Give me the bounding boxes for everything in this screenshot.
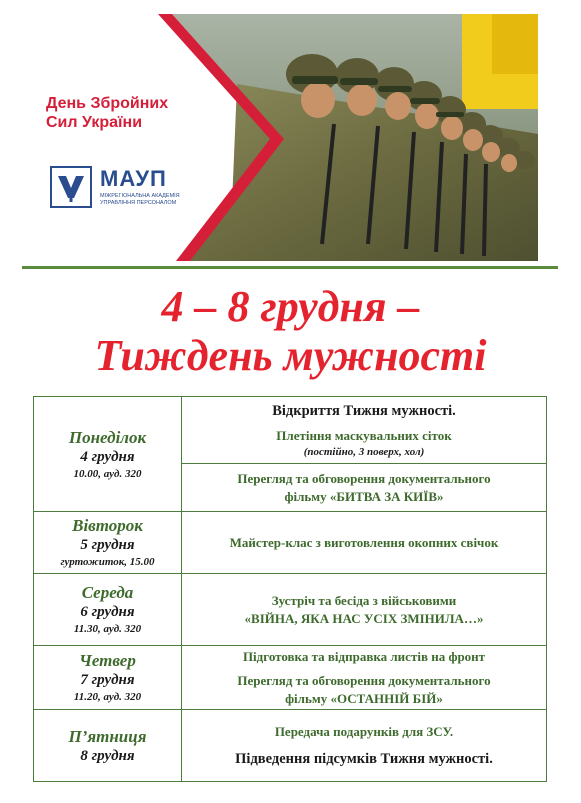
day-name: Понеділок [68,427,147,447]
event-banner [22,14,538,261]
day-cell [34,710,182,782]
activity-cell [182,397,547,464]
activity-note: (постійно, 3 поверх, хол) [303,446,425,458]
day-date: 6 грудня [80,604,135,620]
logo-name: МАУП [100,166,167,191]
table-row [34,512,547,574]
activity-title: Зустріч та бесіда з військовими [271,592,457,608]
day-cell [34,512,182,574]
headline-dates: 4 – 8 грудня – [161,282,420,331]
event-title [46,94,206,132]
activity-cell [182,710,547,782]
day-name: П’ятниця [68,726,147,746]
day-time: 11.20, ауд. 320 [73,691,142,703]
table-row [34,646,547,710]
headline-week: Тиждень мужності [94,331,487,380]
logo-subtitle: МІЖРЕГІОНАЛЬНА АКАДЕМІЯ УПРАВЛІННЯ ПЕРСОНАЛОМ [100,193,180,206]
activity-title: Перегляд та обговорення документального [237,470,491,486]
event-title-line2: Сил України [46,114,143,131]
activity-cell [182,512,547,574]
table-row [34,574,547,646]
maup-emblem-icon [50,166,92,208]
activity-title: Перегляд та обговорення документального [237,672,491,688]
maup-logo [50,166,240,212]
activity-title: фільму «ОСТАННІЙ БІЙ» [285,690,443,706]
activity-title: Плетіння маскувальних сіток [276,428,452,443]
day-date: 7 грудня [80,672,135,688]
day-cell [34,574,182,646]
activity-opening: Відкриття Тижня мужності. [272,403,456,419]
activity-cell [182,464,547,512]
day-cell [34,646,182,710]
day-date: 8 грудня [80,747,135,764]
day-date: 5 грудня [80,537,135,553]
table-row [34,710,547,782]
day-time: 11.30, ауд. 320 [73,623,142,635]
day-cell [34,397,182,512]
schedule-table [33,396,547,782]
day-name: Середа [81,583,134,602]
table-row [34,397,547,464]
day-name: Вівторок [72,516,143,535]
activity-cell [182,646,547,710]
activity-cell [182,574,547,646]
event-title-line1: День Збройних [46,95,169,112]
day-date: 4 грудня [80,448,135,465]
activity-title: «ВІЙНА, ЯКА НАС УСІХ ЗМІНИЛА…» [244,610,484,626]
day-time: гуртожиток, 15.00 [60,556,155,568]
section-divider [22,266,558,269]
activity-title: Передача подарунків для ЗСУ. [274,723,454,739]
activity-title: Підведення підсумків Тижня мужності. [235,750,493,767]
activity-title: фільму «БИТВА ЗА КИЇВ» [284,488,444,504]
soldiers-photo [22,14,538,261]
activity-title: Підготовка та відправка листів на фронт [242,648,486,664]
day-name: Четвер [79,651,136,670]
activity-title: Майстер-клас з виготовлення окопних свічок [229,534,499,550]
day-time: 10.00, ауд. 320 [73,467,142,480]
